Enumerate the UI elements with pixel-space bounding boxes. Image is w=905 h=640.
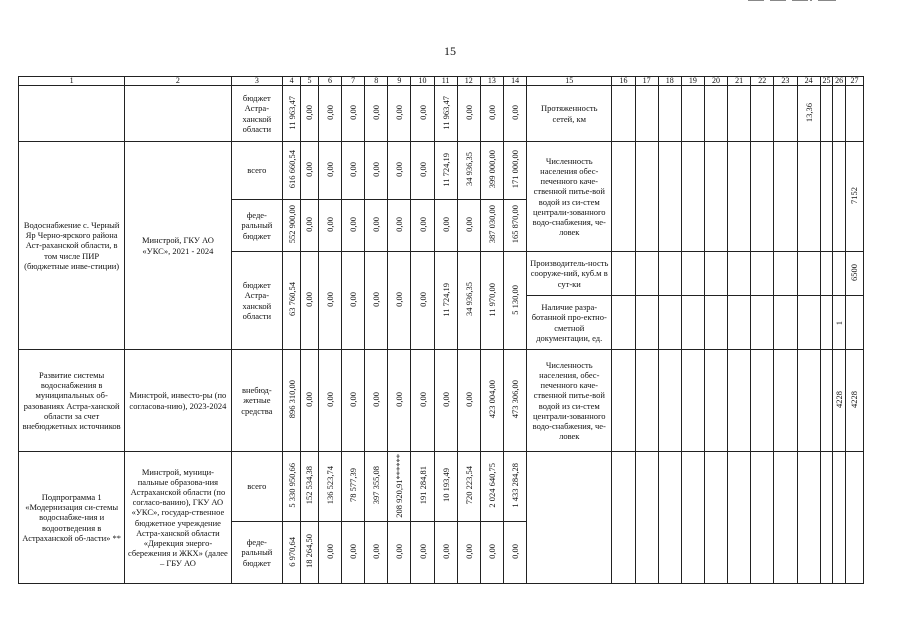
empty-cell (728, 452, 751, 584)
empty-cell (833, 452, 846, 584)
funding-source: бюджет Астра-ханской области (231, 86, 283, 142)
value-cell: 6500 (845, 252, 863, 296)
value-cell: 473 306,00 (504, 350, 527, 452)
column-numbers-row (19, 77, 864, 86)
value-cell: 0,00 (365, 142, 388, 200)
empty-cell (125, 86, 231, 142)
value-cell: 191 284,81 (411, 452, 434, 522)
empty-cell (681, 350, 704, 452)
value-cell: 0,00 (301, 350, 319, 452)
value-cell: 0,00 (365, 350, 388, 452)
empty-cell (820, 252, 833, 296)
empty-cell (774, 296, 797, 350)
value-cell: 0,00 (301, 142, 319, 200)
value-cell: 552 900,00 (283, 200, 301, 252)
column-number: 11 (434, 77, 457, 86)
funding-source: феде-ральный бюджет (231, 200, 283, 252)
value-cell: 0,00 (318, 522, 341, 584)
value-cell: 0,00 (388, 142, 411, 200)
column-number: 16 (612, 77, 635, 86)
value-cell: 399 000,00 (480, 142, 503, 200)
measure-name: Развитие системы водоснабжения в муниципальных об-разованиях Астра-ханской области за счет внебюджетных источников (19, 350, 125, 452)
value-cell: 2 024 640,75 (480, 452, 503, 522)
empty-cell (797, 296, 820, 350)
empty-cell (704, 142, 727, 252)
empty-cell (774, 142, 797, 252)
value-cell: 0,00 (365, 252, 388, 350)
column-number: 6 (318, 77, 341, 86)
value-cell: 896 310,00 (283, 350, 301, 452)
empty-cell (751, 252, 774, 296)
value-cell: 0,00 (318, 350, 341, 452)
value-cell: 0,00 (342, 86, 365, 142)
value-cell: 1 (833, 296, 846, 350)
empty-cell (612, 350, 635, 452)
empty-cell (704, 296, 727, 350)
empty-cell (751, 142, 774, 252)
empty-cell (845, 296, 863, 350)
empty-cell (797, 252, 820, 296)
value-cell: 11 724,19 (434, 142, 457, 200)
value-cell: 0,00 (504, 86, 527, 142)
value-cell: 0,00 (301, 252, 319, 350)
column-number: 23 (774, 77, 797, 86)
value-cell: 152 534,38 (301, 452, 319, 522)
value-cell: 171 000,00 (504, 142, 527, 200)
column-number: 3 (231, 77, 283, 86)
value-cell: 0,00 (480, 86, 503, 142)
value-cell: 18 264,50 (301, 522, 319, 584)
empty-cell (820, 86, 833, 142)
value-cell: 0,00 (318, 200, 341, 252)
executor-cell: Минстрой, инвесто-ры (по согласова-нию), 2023-2024 (125, 350, 231, 452)
column-number: 5 (301, 77, 319, 86)
value-cell: 0,00 (411, 86, 434, 142)
empty-cell (820, 350, 833, 452)
executor-cell: Минстрой, муници-пальные образова-ния Астраханской области (по согласо-ванию), ГКУ АО «УКС», государ-ственное бюджетное учреждение Астра-ханской области «Дирекция энерго-сбережения и ЖКХ» (далее – ГБУ АО (125, 452, 231, 584)
indicator-cell: Производитель-ность сооруже-ний, куб.м в сут-ки (527, 252, 612, 296)
empty-cell (612, 142, 635, 252)
column-number: 13 (480, 77, 503, 86)
funding-source: всего (231, 142, 283, 200)
column-number: 10 (411, 77, 434, 86)
empty-cell (845, 86, 863, 142)
value-cell: 136 523,74 (318, 452, 341, 522)
subprogram-name: Подпрограмма 1 «Модернизация си-стемы водоснабже-ния и водоотведения в Астраханской об-ласти» ** (19, 452, 125, 584)
value-cell: 13,36 (797, 86, 820, 142)
value-cell: 0,00 (388, 200, 411, 252)
empty-cell (681, 86, 704, 142)
column-number: 21 (728, 77, 751, 86)
value-cell: 78 577,39 (342, 452, 365, 522)
value-cell: 0,00 (342, 252, 365, 350)
empty-cell (658, 350, 681, 452)
empty-cell (527, 452, 612, 584)
empty-cell (728, 86, 751, 142)
value-cell: 616 660,54 (283, 142, 301, 200)
empty-cell (681, 142, 704, 252)
empty-cell (728, 296, 751, 350)
empty-cell (658, 86, 681, 142)
value-cell: 0,00 (318, 142, 341, 200)
value-cell: 34 936,35 (457, 252, 480, 350)
empty-cell (797, 452, 820, 584)
empty-cell (612, 86, 635, 142)
empty-cell (658, 452, 681, 584)
table-row (19, 350, 864, 452)
empty-cell (820, 142, 833, 252)
value-cell: 0,00 (457, 86, 480, 142)
value-cell: 0,00 (411, 350, 434, 452)
funding-source: внебюд-жетные средства (231, 350, 283, 452)
value-cell: 0,00 (365, 200, 388, 252)
empty-cell (728, 350, 751, 452)
column-number: 7 (342, 77, 365, 86)
table-row (19, 452, 864, 522)
empty-cell (635, 452, 658, 584)
column-number: 12 (457, 77, 480, 86)
empty-cell (751, 86, 774, 142)
value-cell: 397 355,08 (365, 452, 388, 522)
column-number: 8 (365, 77, 388, 86)
empty-cell (751, 452, 774, 584)
column-number: 24 (797, 77, 820, 86)
funding-source: феде-ральный бюджет (231, 522, 283, 584)
value-cell: 0,00 (457, 350, 480, 452)
empty-cell (658, 296, 681, 350)
value-cell: 0,00 (388, 522, 411, 584)
indicator-cell: Наличие разра-ботанной про-ектно-сметной документации, ед. (527, 296, 612, 350)
program-table (18, 76, 864, 584)
value-cell: 165 870,00 (504, 200, 527, 252)
empty-cell (635, 142, 658, 252)
value-cell: 423 004,00 (480, 350, 503, 452)
value-cell: 0,00 (388, 252, 411, 350)
value-cell: 0,00 (388, 350, 411, 452)
empty-cell (19, 86, 125, 142)
value-cell: 0,00 (434, 200, 457, 252)
value-cell: 1 433 284,28 (504, 452, 527, 522)
empty-cell (612, 296, 635, 350)
value-cell: 387 030,00 (480, 200, 503, 252)
value-cell: 0,00 (411, 142, 434, 200)
value-cell: 0,00 (365, 522, 388, 584)
value-cell: 0,00 (434, 350, 457, 452)
value-cell: 11 724,19 (434, 252, 457, 350)
funding-source: бюджет Астра-ханской области (231, 252, 283, 350)
value-cell: 0,00 (342, 200, 365, 252)
value-cell: 0,00 (411, 252, 434, 350)
empty-cell (797, 142, 820, 252)
empty-cell (845, 452, 863, 584)
column-number: 14 (504, 77, 527, 86)
column-number: 18 (658, 77, 681, 86)
value-cell: 7152 (845, 142, 863, 252)
value-cell: 0,00 (411, 200, 434, 252)
empty-cell (820, 296, 833, 350)
column-number: 2 (125, 77, 231, 86)
empty-cell (833, 86, 846, 142)
empty-cell (774, 252, 797, 296)
column-number: 20 (704, 77, 727, 86)
value-cell: 0,00 (342, 522, 365, 584)
value-cell: 720 223,54 (457, 452, 480, 522)
value-cell: 0,00 (457, 522, 480, 584)
value-cell: 0,00 (411, 522, 434, 584)
value-cell: 0,00 (434, 522, 457, 584)
empty-cell (774, 350, 797, 452)
value-cell: 0,00 (342, 350, 365, 452)
value-cell: 0,00 (365, 86, 388, 142)
empty-cell (833, 252, 846, 296)
value-cell: 63 760,54 (283, 252, 301, 350)
value-cell: 5 130,00 (504, 252, 527, 350)
column-number: 4 (283, 77, 301, 86)
column-number: 15 (527, 77, 612, 86)
value-cell: 4228 (833, 350, 846, 452)
empty-cell (635, 350, 658, 452)
column-number: 27 (845, 77, 863, 86)
value-cell: 11 970,00 (480, 252, 503, 350)
empty-cell (704, 252, 727, 296)
value-cell: 5 330 950,66 (283, 452, 301, 522)
page-number: 15 (444, 44, 456, 58)
value-cell: 4228 (845, 350, 863, 452)
empty-cell (635, 296, 658, 350)
value-cell: 6 970,64 (283, 522, 301, 584)
empty-cell (635, 86, 658, 142)
empty-cell (704, 452, 727, 584)
empty-cell (612, 252, 635, 296)
value-cell: 11 963,47 (283, 86, 301, 142)
empty-cell (681, 296, 704, 350)
scan-marks (748, 0, 898, 4)
value-cell: 34 936,35 (457, 142, 480, 200)
empty-cell (774, 86, 797, 142)
indicator-cell: Численность населения обес-печенного каче-ственной питье-вой водой из си-стем централи-зованного водо-снабжения, че-ловек (527, 142, 612, 252)
empty-cell (751, 350, 774, 452)
empty-cell (833, 142, 846, 252)
executor-cell: Минстрой, ГКУ АО «УКС», 2021 - 2024 (125, 142, 231, 350)
indicator-cell: Численность населения, обес-печенного каче-ственной питье-вой водой из си-стем централи-зованного водо-снабжения, че-ловек (527, 350, 612, 452)
empty-cell (774, 452, 797, 584)
empty-cell (612, 452, 635, 584)
table-row (19, 142, 864, 200)
empty-cell (704, 350, 727, 452)
column-number: 26 (833, 77, 846, 86)
measure-name: Водоснабжение с. Черный Яр Черно-ярского района Аст-раханской области, в том числе ПИР (бюджетные инве-стиции) (19, 142, 125, 350)
empty-cell (658, 252, 681, 296)
value-cell: 208 920,91****** (388, 452, 411, 522)
empty-cell (681, 452, 704, 584)
empty-cell (681, 252, 704, 296)
value-cell: 0,00 (342, 142, 365, 200)
empty-cell (797, 350, 820, 452)
empty-cell (635, 252, 658, 296)
empty-cell (751, 296, 774, 350)
funding-source: всего (231, 452, 283, 522)
column-number: 25 (820, 77, 833, 86)
empty-cell (728, 142, 751, 252)
column-number: 22 (751, 77, 774, 86)
empty-cell (728, 252, 751, 296)
column-number: 1 (19, 77, 125, 86)
value-cell: 0,00 (504, 522, 527, 584)
empty-cell (704, 86, 727, 142)
value-cell: 11 963,47 (434, 86, 457, 142)
value-cell: 0,00 (301, 200, 319, 252)
value-cell: 0,00 (318, 252, 341, 350)
empty-cell (658, 142, 681, 252)
value-cell: 0,00 (301, 86, 319, 142)
value-cell: 0,00 (457, 200, 480, 252)
column-number: 9 (388, 77, 411, 86)
value-cell: 0,00 (480, 522, 503, 584)
table-row (19, 86, 864, 142)
value-cell: 10 193,49 (434, 452, 457, 522)
value-cell: 0,00 (388, 86, 411, 142)
column-number: 17 (635, 77, 658, 86)
value-cell: 0,00 (318, 86, 341, 142)
indicator-cell: Протяженность сетей, км (527, 86, 612, 142)
empty-cell (820, 452, 833, 584)
column-number: 19 (681, 77, 704, 86)
